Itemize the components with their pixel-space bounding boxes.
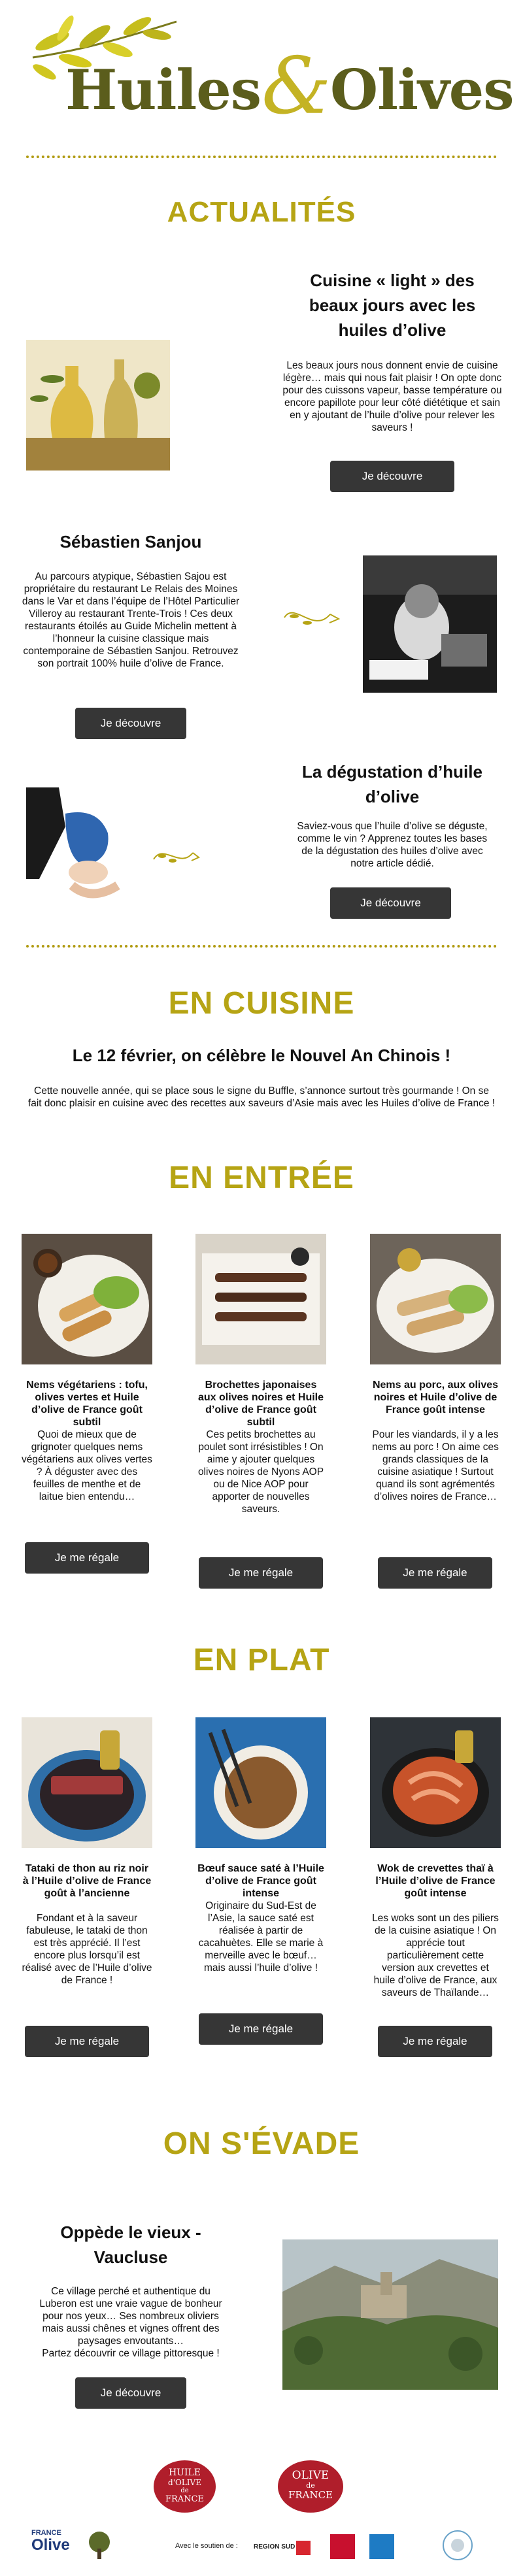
partner-logo-red[interactable] xyxy=(330,2534,355,2559)
button-label: Je découvre xyxy=(362,470,423,482)
france-olive-logo[interactable] xyxy=(31,2529,77,2565)
recipe-text: Pour les viandards, il y a les nems au porc ! On aime ces grands classiques de la cuisine asiatique ! Surtout quand ils sont agrémentés d’olives noires de France… xyxy=(372,1429,499,1502)
olive-swirl-icon xyxy=(150,843,203,869)
badge-line: FRANCE xyxy=(165,2494,204,2504)
article-title: Cuisine « light » des beaux jours avec les huiles d’olive xyxy=(309,271,476,340)
recipe-title: Tataki de thon au riz noir à l’Huile d’olive de France goût à l’ancienne xyxy=(22,1863,152,1899)
huile-olive-de-france-badge[interactable] xyxy=(154,2460,216,2513)
recipe-text: Fondant et à la saveur fabuleuse, le tataki de thon est très apprécié. Il l’est encore plus lorsqu’il est réalisé avec de l’Huile d’olive de France ! xyxy=(22,1913,152,1986)
village-photo[interactable] xyxy=(282,2239,498,2390)
button-label: Je découvre xyxy=(100,717,161,729)
button-label: Je me régale xyxy=(54,1551,120,1564)
article-text: Les beaux jours nous donnent envie de cuisine légère… mais qui nous fait plaisir ! On opte donc pour des cuissons vapeur, basse température ou encore papillote pour leur côté diététique et sain en y ajoutant de l’huile d’olive pour relever les saveurs ! xyxy=(282,360,502,433)
recipe-photo[interactable] xyxy=(195,1234,326,1364)
nems-vegetariens-image xyxy=(22,1234,152,1364)
je-me-regale-button[interactable] xyxy=(199,2013,323,2045)
region-sud-logo[interactable] xyxy=(254,2535,329,2562)
tataki-de-thon-image xyxy=(22,1717,152,1848)
recipe-photo[interactable] xyxy=(370,1717,501,1848)
logo-word-olives: Olives xyxy=(330,58,514,122)
brochettes-japonaises-image xyxy=(195,1234,326,1364)
je-me-regale-button[interactable] xyxy=(378,2026,492,2057)
section-title-en-entree: EN ENTRÉE xyxy=(169,1161,354,1195)
oppede-village-image xyxy=(282,2239,498,2390)
article-title: Sébastien Sanjou xyxy=(59,532,202,552)
section-title-actualites: ACTUALITÉS xyxy=(167,196,356,228)
button-label: Je découvre xyxy=(100,2386,161,2399)
boeuf-sauce-sate-image xyxy=(195,1717,326,1848)
recipe-text: Ces petits brochettes au poulet sont irrésistibles ! On aime y ajouter quelques olives noires de Nyons AOP ou de Nice AOP pour apporter de nouvelles saveurs. xyxy=(197,1429,324,1515)
article-photo-tasting[interactable] xyxy=(26,787,124,905)
article-photo-olive-oil[interactable] xyxy=(26,340,170,471)
section-title-en-cuisine: EN CUISINE xyxy=(168,986,355,1021)
olive-swirl-icon xyxy=(281,598,346,637)
wok-de-crevettes-image xyxy=(370,1717,501,1848)
nems-au-porc-image xyxy=(370,1234,501,1364)
badge-line: de xyxy=(180,2487,189,2494)
recipe-photo[interactable] xyxy=(22,1717,152,1848)
button-label: Je me régale xyxy=(403,1566,467,1579)
badge-line: FRANCE xyxy=(288,2489,333,2501)
divider xyxy=(26,156,497,158)
recipe-title: Bœuf sauce saté à l’Huile d’olive de France goût intense xyxy=(197,1863,324,1899)
je-me-regale-button[interactable] xyxy=(378,1557,492,1589)
decouvrir-button[interactable] xyxy=(75,708,186,739)
button-label: Je découvre xyxy=(360,897,421,909)
region-sud-label: REGION SUD xyxy=(254,2543,295,2551)
recipe-title: Brochettes japonaises aux olives noires et Huile d’olive de France goût subtil xyxy=(197,1379,324,1428)
divider xyxy=(26,945,497,948)
recipe-photo[interactable] xyxy=(22,1234,152,1364)
section-title-en-plat: EN PLAT xyxy=(193,1643,330,1677)
article-text-cta: Partez découvrir ce village pittoresque ! xyxy=(42,2348,220,2359)
badge-line: OLIVE xyxy=(292,2469,329,2482)
recipe-photo[interactable] xyxy=(370,1234,501,1364)
recipe-title: Wok de crevettes thaï à l’Huile d’olive de France goût intense xyxy=(375,1863,496,1899)
article-photo-chef[interactable] xyxy=(363,555,497,693)
article-text: Au parcours atypique, Sébastien Sajou est propriétaire du restaurant Le Relais des Moines dans le Var et dans l’équipe de l’Hôtel Particulier Villeroy au restaurant Trente-Trois ! Ces deux restaurants étoilés au Guide Michelin mettent à l’honneur la cuisine classique mais contemporaine de Sébastien Sanjou. Retrouvez son portrait 100% huile d’olive de France. xyxy=(22,571,240,669)
region-sud-flag xyxy=(296,2541,311,2555)
logo-word-huiles: Huiles xyxy=(65,58,261,122)
decouvrir-button[interactable] xyxy=(330,887,451,919)
button-label: Je me régale xyxy=(228,2023,294,2035)
olive-de-france-badge[interactable] xyxy=(278,2460,343,2513)
article-title: La dégustation d’huile d’olive xyxy=(302,762,482,806)
je-me-regale-button[interactable] xyxy=(199,1557,323,1589)
article-title: Oppède le vieux - Vaucluse xyxy=(60,2222,201,2267)
button-label: Je me régale xyxy=(54,2035,120,2047)
recipe-text: Les woks sont un des piliers de la cuisine asiatique ! On apprécie tout particulièrement cette version aux crevettes et huile d’olive de France, aux saveurs de Thaïlande… xyxy=(372,1913,499,1998)
france-olive-line-2: Olive xyxy=(31,2536,70,2554)
button-label: Je me régale xyxy=(228,1566,294,1579)
circle-partner-logo-icon[interactable] xyxy=(438,2529,477,2562)
article-text: Saviez-vous que l’huile d’olive se déguste, comme le vin ? Apprenez toutes les bases de la dégustation des huiles d’olive avec notre article dédié. xyxy=(297,821,488,869)
brand-logo[interactable] xyxy=(26,12,514,132)
olive-tree-logo-icon[interactable] xyxy=(82,2529,118,2562)
logo-ampersand: & xyxy=(262,41,331,132)
olive-oil-bottles-image xyxy=(26,340,170,471)
section-title-on-sevade: ON S'ÉVADE xyxy=(163,2126,360,2161)
decouvrir-button[interactable] xyxy=(330,461,454,492)
tasting-glass-image xyxy=(26,787,124,905)
decorative-olive-swirl xyxy=(16,431,29,471)
badge-line: HUILE xyxy=(168,2468,201,2478)
button-label: Je me régale xyxy=(403,2035,467,2047)
logo-wordmark xyxy=(65,41,514,132)
recipe-photo[interactable] xyxy=(195,1717,326,1848)
decouvrir-button[interactable] xyxy=(75,2377,186,2409)
partner-logo-blue[interactable] xyxy=(369,2534,394,2559)
badge-line: de xyxy=(306,2481,315,2490)
badge-line: d'OLIVE xyxy=(168,2478,201,2487)
recipe-title: Nems végétariens : tofu, olives vertes et Huile d’olive de France goût subtil xyxy=(26,1379,148,1428)
je-me-regale-button[interactable] xyxy=(25,2026,149,2057)
france-olive-line-1: FRANCE xyxy=(31,2529,61,2537)
cuisine-subtitle: Le 12 février, on célèbre le Nouvel An Chinois ! xyxy=(72,1046,451,1065)
je-me-regale-button[interactable] xyxy=(25,1542,149,1574)
chef-portrait-image xyxy=(363,555,497,693)
recipe-text: Quoi de mieux que de grignoter quelques nems végétariens aux olives vertes ? À déguster avec des feuilles de menthe et de laitue bien entendu… xyxy=(22,1429,152,1502)
recipe-title: Nems au porc, aux olives noires et Huile d’olive de France goût intense xyxy=(372,1379,499,1415)
article-text: Ce village perché et authentique du Luberon est une vraie vague de bonheur pour nos yeux… Ses nombreux oliviers mais aussi chênes et vignes offrent des paysages envoutants… xyxy=(39,2286,222,2347)
support-text: Avec le soutien de : xyxy=(175,2542,238,2550)
cuisine-intro-text: Cette nouvelle année, qui se place sous le signe du Buffle, s’annonce surtout très gourmande ! On se fait donc plaisir en cuisine avec des recettes aux saveurs d’Asie mais avec les Huiles d’olive de France ! xyxy=(27,1085,496,1109)
recipe-text: Originaire du Sud-Est de l’Asie, la sauce saté est réalisée à partir de cacahuètes. Elle se marie à merveille avec le bœuf… mais aussi l’huile d’olive ! xyxy=(198,1900,324,1973)
